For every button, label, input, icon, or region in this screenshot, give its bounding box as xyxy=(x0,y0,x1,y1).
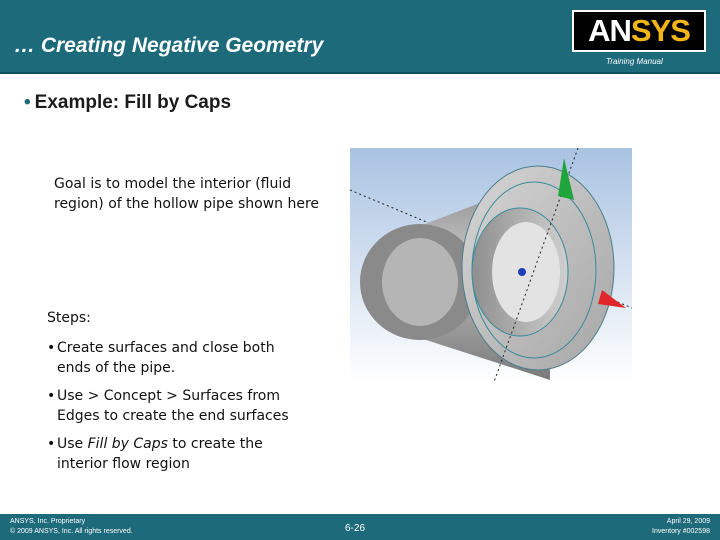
footer-proprietary: ANSYS, Inc. Proprietary xyxy=(10,518,86,525)
footer-inventory: Inventory #002598 xyxy=(652,528,710,535)
footer-date-inventory xyxy=(652,517,710,537)
step-3-italic: Fill by Caps xyxy=(87,436,168,452)
slide-title: … Creating Negative Geometry xyxy=(14,34,324,57)
main-bullet xyxy=(24,92,231,114)
step-1-line-1: Create surfaces and close both xyxy=(57,340,275,356)
steps-heading: Steps: xyxy=(47,310,91,326)
step-item-2 xyxy=(47,386,347,426)
step-item-1 xyxy=(47,338,347,378)
header-divider xyxy=(0,72,720,74)
footer-date: April 29, 2009 xyxy=(666,518,710,525)
step-1-line-2: ends of the pipe. xyxy=(57,360,176,376)
footer-bar xyxy=(0,514,720,540)
bullet-icon: • xyxy=(47,436,56,452)
logo-text-an: AN xyxy=(588,13,631,48)
main-bullet-text: Example: Fill by Caps xyxy=(34,92,232,113)
pipe-back-hole xyxy=(382,238,458,326)
training-manual-label: Training Manual xyxy=(606,57,663,66)
step-2-line-1: Use > Concept > Surfaces from xyxy=(57,388,280,404)
step-3-pre: Use xyxy=(57,436,88,452)
step-item-3 xyxy=(47,434,347,474)
step-2-line-2: Edges to create the end surfaces xyxy=(57,408,289,424)
bullet-icon: • xyxy=(47,340,56,356)
footer-copyright xyxy=(10,517,133,537)
step-3-line-2: interior flow region xyxy=(57,456,190,472)
bullet-icon: • xyxy=(24,92,31,113)
origin-point-icon xyxy=(518,268,526,276)
footer-rights: © 2009 ANSYS, Inc. All rights reserved. xyxy=(10,528,133,535)
logo-text-sys: SYS xyxy=(630,13,690,48)
goal-text: Goal is to model the interior (fluid region) of the hollow pipe shown here xyxy=(54,176,320,212)
ansys-logo xyxy=(572,10,706,52)
bullet-icon: • xyxy=(47,388,56,404)
page-number: 6-26 xyxy=(345,523,366,534)
hollow-pipe-image xyxy=(350,148,632,382)
step-3-post: to create the xyxy=(167,436,263,452)
